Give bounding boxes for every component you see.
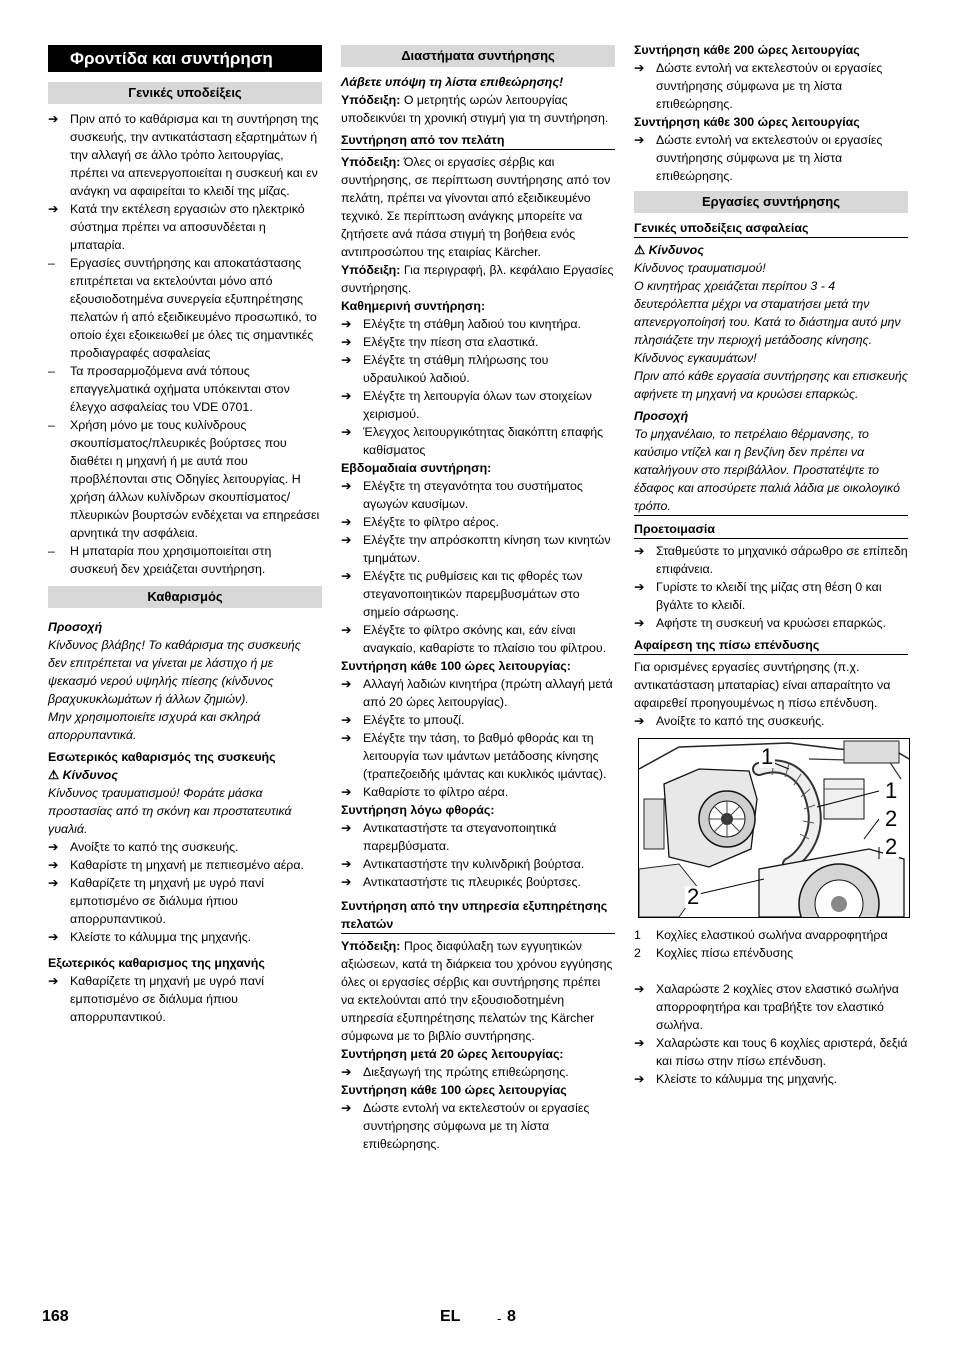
list-item-text: Τα προσαρμοζόμενα ανά τόπους επαγγελματικά οχήματα υπόκεινται στον έλεγχο ασφαλείας του VDE 0701.: [70, 364, 290, 414]
list-item-text: Καθαρίστε τη μηχανή με πεπιεσμένο αέρα.: [70, 858, 304, 872]
daily-maintenance-heading: Καθημερινή συντήρηση:: [341, 299, 486, 313]
section-cleaning: Καθαρισμός: [48, 586, 322, 608]
preparation-heading: Προετοιμασία: [634, 520, 908, 539]
customer-maintenance-heading: Συντήρηση από τον πελάτη: [341, 131, 615, 150]
hint-text: Ο μετρητής ωρών λειτουργίας υποδεικνύει τη χρονική στιγμή για τη συντήρηση.: [341, 93, 609, 125]
wear-maintenance-heading: Συντήρηση λόγω φθοράς:: [341, 803, 495, 817]
arrow-right-icon: ➔: [48, 840, 59, 854]
arrow-right-icon: ➔: [634, 544, 645, 558]
list-item: [48, 200, 322, 254]
page-number: 168: [42, 1308, 69, 1325]
list-item-text: Ελέγξτε τη λειτουργία όλων των στοιχείων χειρισμού.: [363, 389, 592, 421]
dash-bullet-icon: –: [48, 418, 55, 432]
list-item: [634, 614, 908, 632]
arrow-right-icon: ➔: [341, 857, 352, 871]
hint-text: Όλες οι εργασίες σέρβις και συντήρησης, σε περίπτωση συντήρησης από τον πελάτη, πρέπει να γίνονται από εξειδικευμένο τεχνικό. Σε περίπτωση ανάγκης μπορείτε να ζητήσετε ανά πάσα στιγμή τη βοήθεια ενός αντιπροσώπου της εταιρίας Kärcher.: [341, 155, 611, 259]
arrow-right-icon: ➔: [341, 533, 352, 547]
list-item: [634, 1034, 908, 1070]
list-item: [634, 712, 908, 730]
footer-separator: -: [497, 1311, 502, 1326]
arrow-right-icon: ➔: [341, 335, 352, 349]
arrow-right-icon: ➔: [341, 1065, 352, 1079]
list-item: [341, 783, 615, 801]
section-maintenance-intervals: Διαστήματα συντήρησης: [341, 45, 615, 67]
list-item: [341, 729, 615, 783]
list-item: [48, 254, 322, 362]
arrow-right-icon: ➔: [634, 616, 645, 630]
dash-bullet-icon: –: [48, 544, 55, 558]
hint-label: Υπόδειξη:: [341, 155, 401, 169]
list-item-text: Ανοίξτε το καπό της συσκευής.: [656, 714, 825, 728]
column-left: [48, 45, 322, 1026]
list-item: [48, 972, 322, 1026]
dash-bullet-icon: –: [48, 256, 55, 270]
h100-maintenance-heading: Συντήρηση κάθε 100 ώρες λειτουργίας:: [341, 659, 571, 673]
arrow-right-icon: ➔: [341, 389, 352, 403]
general-notes-list: [48, 110, 322, 578]
list-item: [48, 110, 322, 200]
dash-bullet-icon: –: [48, 364, 55, 378]
list-item: [634, 980, 908, 1034]
chapter-title: Φροντίδα και συντήρηση: [48, 45, 322, 72]
list-item: [634, 578, 908, 614]
list-item: [48, 362, 322, 416]
list-item-text: Εργασίες συντήρησης και αποκατάστασης επιτρέπεται να εκτελούνται μόνο από εξουσιοδοτημένα συνεργεία εξυπηρέτησης πελατών ή από εξειδικευμένο προσωπικό, το οποίο έχει εξοικειωθεί με όλες τις σημαντικές προδιαγραφές ασφαλείας: [70, 256, 317, 360]
every100-heading: Συντήρηση κάθε 100 ώρες λειτουργίας: [341, 1083, 567, 1097]
arrow-right-icon: ➔: [48, 112, 59, 126]
internal-cleaning-steps: [48, 838, 322, 946]
list-item-text: Καθαρίστε το φίλτρο αέρα.: [363, 785, 509, 799]
legend-text: Κοχλίες ελαστικού σωλήνα αναρροφητήρα: [656, 928, 888, 942]
figure-label: 2: [885, 806, 898, 831]
section-general-notes: Γενικές υποδείξεις: [48, 82, 322, 104]
danger-text-2: Ο κινητήρας χρειάζεται περίπου 3 - 4 δευτερόλεπτα μέχρι να σταματήσει μετά την απενεργοποίησή του. Κατά το διάστημα αυτό μην πλησιάζετε την περιοχή μετάδοσης κίνησης.: [634, 279, 901, 347]
arrow-right-icon: ➔: [341, 821, 352, 835]
hint-label: Υπόδειξη:: [341, 939, 401, 953]
list-item: [48, 416, 322, 542]
external-cleaning-steps: [48, 972, 322, 1026]
arrow-right-icon: ➔: [48, 930, 59, 944]
caution-text: Κίνδυνος βλάβης! Το καθάρισμα της συσκευής δεν επιτρέπεται να γίνεται με λάστιχο ή με ψεκασμό νερού υψηλής πίεσης (κίνδυνος βραχυκυκλωμάτων ή άλλων ζημιών).: [48, 638, 301, 706]
arrow-right-icon: ➔: [341, 1101, 352, 1115]
arrow-right-icon: ➔: [341, 569, 352, 583]
h100-maintenance-list: [341, 675, 615, 801]
arrow-right-icon: ➔: [341, 623, 352, 637]
safety-heading: Γενικές υποδείξεις ασφαλείας: [634, 219, 908, 238]
arrow-right-icon: ➔: [634, 1036, 645, 1050]
caution-label: Προσοχή: [634, 409, 689, 423]
list-item: [341, 873, 615, 891]
arrow-right-icon: ➔: [341, 731, 352, 745]
list-item-text: Ελέγξτε την τάση, το βαθμό φθοράς και τη λειτουργία των ιμάντων μετάδοσης κίνησης (τραπεζοειδής ιμάντας και κυκλικός ιμάντας).: [363, 731, 607, 781]
list-item-text: Ελέγξτε τη στάθμη πλήρωσης του υδραυλικού λαδιού.: [363, 353, 549, 385]
list-item: [341, 513, 615, 531]
danger-label: Κίνδυνος: [648, 243, 704, 257]
list-item: [341, 315, 615, 333]
checklist-note: Λάβετε υπόψη τη λίστα επιθεώρησης!: [341, 75, 564, 89]
list-item: [341, 567, 615, 621]
list-item: [634, 542, 908, 578]
list-item: [634, 59, 908, 113]
after20-heading: Συντήρηση μετά 20 ώρες λειτουργίας:: [341, 1047, 564, 1061]
list-item: [48, 542, 322, 578]
figure-legend: [634, 926, 908, 962]
engine-compartment-figure: [638, 738, 910, 918]
daily-maintenance-list: [341, 315, 615, 459]
list-item-text: Χαλαρώστε 2 κοχλίες στον ελαστικό σωλήνα απορροφητήρα και τραβήξτε τον ελαστικό σωλήνα.: [656, 982, 899, 1032]
arrow-right-icon: ➔: [634, 714, 645, 728]
list-item-text: Η μπαταρία που χρησιμοποιείται στη συσκευή δεν χρειάζεται συντήρηση.: [70, 544, 272, 576]
list-item-text: Κλείστε το κάλυμμα της μηχανής.: [656, 1072, 838, 1086]
hint-text: Προς διαφύλαξη των εγγυητικών αξιώσεων, κατά τη διάρκεια του χρόνου εγγύησης όλες οι εργασίες σέρβις και συντήρησης πρέπει να εκτελούνται από την εξουσιοδοτημένη υπηρεσία εξυπηρέτησης πελατών της Kärcher σύμφωνα με το βιβλίο συντήρησης.: [341, 939, 613, 1043]
arrow-right-icon: ➔: [341, 425, 352, 439]
list-item: [341, 531, 615, 567]
list-item: [48, 928, 322, 946]
arrow-right-icon: ➔: [634, 580, 645, 594]
rear-cover-steps-2: [634, 980, 908, 1088]
danger-text-1: Κίνδυνος τραυματισμού!: [634, 261, 766, 275]
figure-label: 2: [885, 834, 898, 859]
figure-label: 1: [885, 778, 898, 803]
warning-icon: ⚠: [634, 243, 646, 257]
arrow-right-icon: ➔: [634, 61, 645, 75]
list-item: [48, 874, 322, 928]
legend-number: 2: [634, 946, 641, 960]
list-item: [341, 675, 615, 711]
danger-label: Κίνδυνος: [62, 768, 118, 782]
list-item-text: Αφήστε τη συσκευή να κρυώσει επαρκώς.: [656, 616, 886, 630]
list-item: [341, 387, 615, 423]
rear-cover-steps-1: [634, 712, 908, 730]
arrow-right-icon: ➔: [341, 785, 352, 799]
list-item: [634, 131, 908, 185]
every200-heading: Συντήρηση κάθε 200 ώρες λειτουργίας: [634, 43, 860, 57]
list-item-text: Ελέγξτε το φίλτρο αέρος.: [363, 515, 499, 529]
section-maintenance-works: Εργασίες συντήρησης: [634, 191, 908, 213]
every100-list: [341, 1099, 615, 1153]
danger-text: Κίνδυνος τραυματισμού! Φοράτε μάσκα προστασίας από τη σκόνη και προστατευτικά γυαλιά.: [48, 786, 292, 836]
list-item-text: Χαλαρώστε και τους 6 κοχλίες αριστερά, δεξιά και πίσω στην πίσω επένδυση.: [656, 1036, 908, 1068]
list-item-text: Δώστε εντολή να εκτελεστούν οι εργασίες συντήρησης σύμφωνα με τη λίστα επιθεώρησης.: [363, 1101, 590, 1151]
list-item: [341, 855, 615, 873]
list-item-text: Διεξαγωγή της πρώτης επιθεώρησης.: [363, 1065, 569, 1079]
list-item: [341, 423, 615, 459]
list-item: [341, 1063, 615, 1081]
list-item-text: Αλλαγή λαδιών κινητήρα (πρώτη αλλαγή μετά από 20 ώρες λειτουργίας).: [363, 677, 613, 709]
list-item-text: Γυρίστε το κλειδί της μίζας στη θέση 0 και βγάλτε το κλειδί.: [656, 580, 882, 612]
figure-label: 2: [687, 884, 700, 909]
arrow-right-icon: ➔: [341, 317, 352, 331]
legend-number: 1: [634, 928, 641, 942]
arrow-right-icon: ➔: [634, 982, 645, 996]
list-item-text: Καθαρίζετε τη μηχανή με υγρό πανί εμποτισμένο σε διάλυμα ήπιου απορρυπαντικού.: [70, 876, 265, 926]
hint-text: Για περιγραφή, βλ. κεφάλαιο Εργασίες συντήρησης.: [341, 263, 614, 295]
arrow-right-icon: ➔: [341, 353, 352, 367]
arrow-right-icon: ➔: [341, 515, 352, 529]
legend-text: Κοχλίες πίσω επένδυσης: [656, 946, 794, 960]
list-item: [341, 333, 615, 351]
caution-text-2: Μην χρησιμοποιείτε ισχυρά και σκληρά απορρυπαντικά.: [48, 710, 261, 742]
section-page-number: 8: [507, 1308, 516, 1325]
legend-item: [634, 944, 908, 962]
every300-heading: Συντήρηση κάθε 300 ώρες λειτουργίας: [634, 115, 860, 129]
arrow-right-icon: ➔: [341, 677, 352, 691]
every200-list: [634, 59, 908, 113]
list-item-text: Ελέγξτε τις ρυθμίσεις και τις φθορές των στεγανοποιητικών παρεμβυσμάτων στο σημείο σάρωσης.: [363, 569, 583, 619]
arrow-right-icon: ➔: [48, 858, 59, 872]
list-item: [341, 1099, 615, 1153]
caution-label: Προσοχή: [48, 620, 103, 634]
arrow-right-icon: ➔: [634, 1072, 645, 1086]
list-item-text: Ελέγξτε την απρόσκοπτη κίνηση των κινητών τμημάτων.: [363, 533, 611, 565]
list-item-text: Αντικαταστήστε τα στεγανοποιητικά παρεμβύσματα.: [363, 821, 557, 853]
service-maintenance-heading: Συντήρηση από την υπηρεσία εξυπηρέτησης πελατών: [341, 897, 615, 934]
every300-list: [634, 131, 908, 185]
list-item-text: Ελέγξτε το μπουζί.: [363, 713, 465, 727]
figure-label: 1: [761, 744, 774, 769]
list-item: [341, 351, 615, 387]
language-code: EL: [440, 1308, 461, 1325]
column-right: [634, 41, 908, 1088]
arrow-right-icon: ➔: [48, 876, 59, 890]
list-item-text: Ελέγξτε τη στάθμη λαδιού του κινητήρα.: [363, 317, 581, 331]
hint-label: Υπόδειξη:: [341, 263, 401, 277]
external-cleaning-heading: Εξωτερικός καθαρισμος της μηχανής: [48, 956, 265, 970]
caution-text: Το μηχανέλαιο, το πετρέλαιο θέρμανσης, το καύσιμο ντίζελ και η βενζίνη δεν πρέπει να καταλήγουν στο περιβάλλον. Προστατέψτε το έδαφος και αποσύρετε παλιά λάδια με οικολογικό τρόπο.: [634, 425, 908, 516]
after20-list: [341, 1063, 615, 1081]
arrow-right-icon: ➔: [48, 974, 59, 988]
weekly-maintenance-list: [341, 477, 615, 657]
wear-maintenance-list: [341, 819, 615, 891]
list-item: [634, 1070, 908, 1088]
weekly-maintenance-heading: Εβδομαδιαία συντήρηση:: [341, 461, 492, 475]
list-item-text: Πριν από το καθάρισμα και τη συντήρηση της συσκευής, την αντικατάσταση εξαρτημάτων ή την αλλαγή σε άλλο τρόπο λειτουργίας, πρέπει να απενεργοποιείται η συσκευή και εν ανάγκη να αφαιρείται το κλειδί της μίζας.: [70, 112, 319, 198]
list-item-text: Αντικαταστήστε τις πλευρικές βούρτσες.: [363, 875, 581, 889]
danger-text-3: Κίνδυνος εγκαυμάτων!: [634, 351, 757, 365]
list-item-text: Ελέγξτε την πίεση στα ελαστικά.: [363, 335, 539, 349]
arrow-right-icon: ➔: [48, 202, 59, 216]
rear-cover-heading: Αφαίρεση της πίσω επένδυσης: [634, 636, 908, 655]
danger-text-4: Πριν από κάθε εργασία συντήρησης και επισκευής αφήνετε τη μηχανή να κρυώσει επαρκώς.: [634, 369, 908, 401]
list-item-text: Έλεγχος λειτουργικότητας διακόπτη επαφής καθίσματος: [363, 425, 604, 457]
list-item: [341, 819, 615, 855]
list-item-text: Καθαρίζετε τη μηχανή με υγρό πανί εμποτισμένο σε διάλυμα ήπιου απορρυπαντικού.: [70, 974, 265, 1024]
list-item-text: Κλείστε το κάλυμμα της μηχανής.: [70, 930, 252, 944]
legend-item: [634, 926, 908, 944]
list-item-text: Ελέγξτε το φίλτρο σκόνης και, εάν είναι αναγκαίο, καθαρίστε το πλαίσιο του φίλτρου.: [363, 623, 607, 655]
list-item-text: Δώστε εντολή να εκτελεστούν οι εργασίες συντήρησης σύμφωνα με τη λίστα επιθεώρησης.: [656, 133, 883, 183]
internal-cleaning-heading: Εσωτερικός καθαρισμός της συσκευής: [48, 750, 276, 764]
arrow-right-icon: ➔: [341, 875, 352, 889]
list-item: [48, 838, 322, 856]
list-item-text: Σταθμεύστε το μηχανικό σάρωθρο σε επίπεδη επιφάνεια.: [656, 544, 908, 576]
rear-cover-text: Για ορισμένες εργασίες συντήρησης (π.χ. αντικατάσταση μπαταρίας) είναι απαραίτητο να αφαιρεθεί προηγουμένως η πίσω επένδυση.: [634, 660, 891, 710]
warning-icon: ⚠: [48, 768, 60, 782]
column-middle: [341, 45, 615, 1153]
arrow-right-icon: ➔: [634, 133, 645, 147]
list-item: [341, 621, 615, 657]
list-item: [48, 856, 322, 874]
list-item-text: Ελέγξτε τη στεγανότητα του συστήματος αγωγών καυσίμων.: [363, 479, 583, 511]
arrow-right-icon: ➔: [341, 713, 352, 727]
list-item-text: Χρήση μόνο με τους κυλίνδρους σκουπίσματος/πλευρικές βούρτσες που διαθέτει η μηχανή ή με αυτά που προβλέπονται στις Οδηγίες λειτουργίας. Η χρήση άλλων κυλίνδρων σκουπίσματος/πλευρικών βουρτσών ενδέχεται να επηρεάσει αρνητικά την ασφάλεια.: [70, 418, 320, 540]
hint-label: Υπόδειξη:: [341, 93, 401, 107]
list-item-text: Αντικαταστήστε την κυλινδρική βούρτσα.: [363, 857, 585, 871]
arrow-right-icon: ➔: [341, 479, 352, 493]
list-item-text: Ανοίξτε το καπό της συσκευής.: [70, 840, 239, 854]
preparation-list: [634, 542, 908, 632]
list-item: [341, 711, 615, 729]
list-item-text: Κατά την εκτέλεση εργασιών στο ηλεκτρικό σύστημα πρέπει να αποσυνδέεται η μπαταρία.: [70, 202, 305, 252]
list-item-text: Δώστε εντολή να εκτελεστούν οι εργασίες συντήρησης σύμφωνα με τη λίστα επιθεώρησης.: [656, 61, 883, 111]
list-item: [341, 477, 615, 513]
